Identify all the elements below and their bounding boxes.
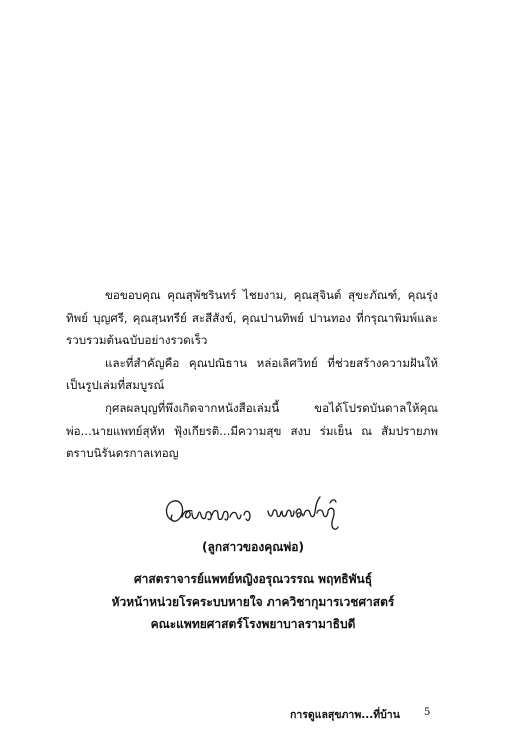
handwritten-signature — [160, 491, 350, 535]
author-name: ศาสตราจารย์แพทย์หญิงอรุณวรรณ พฤทธิพันธุ์ — [133, 572, 373, 586]
relation-caption: (ลูกสาวของคุณพ่อ) — [202, 540, 304, 554]
running-footer-title: การดูแลสุขภาพ...ที่บ้าน — [290, 709, 400, 721]
acknowledgement-paragraph-2: และที่สำคัญคือ คุณปณิธาน หล่อเลิศวิทย์ ที่ช่วยสร้างความฝันให้เป็นรูปเล่มที่สมบูรณ์ — [66, 355, 438, 393]
author-affiliation: คณะแพทยศาสตร์โรงพยาบาลรามาธิบดี — [150, 617, 356, 631]
acknowledgement-text — [66, 284, 438, 465]
acknowledgement-paragraph-1: ขอขอบคุณ คุณสุพัชรินทร์ ไชยงาม, คุณสุจินต์ สุขะภัณฑ์, คุณรุ่งทิพย์ บุญศรี, คุณสุนทรีย์ สะสีสังข์, คุณปานทิพย์ ปานทอง ที่กรุณาพิมพ์และรวบรวมต้นฉบับอย่างรวดเร็ว — [66, 288, 438, 348]
author-position: หัวหน้าหน่วยโรคระบบหายใจ ภาควิชากุมารเวชศาสตร์ — [111, 594, 395, 609]
page-number: 5 — [424, 707, 431, 718]
acknowledgement-paragraph-3: กุศลผลบุญที่พึงเกิดจากหนังสือเล่มนี้ ขอได้โปรดบันดาลให้คุณพ่อ...นายแพทย์สุหัท ฟุ้งเกียรติ...มีความสุข สงบ ร่มเย็น ณ สัมปรายภพตราบนิรันดรกาลเทอญ — [66, 400, 438, 461]
author-block — [0, 568, 506, 636]
